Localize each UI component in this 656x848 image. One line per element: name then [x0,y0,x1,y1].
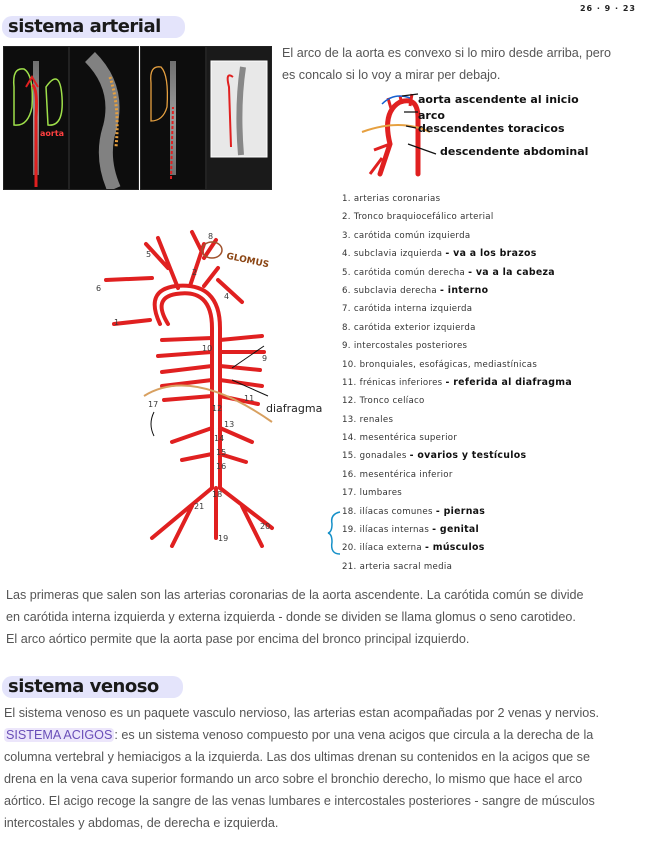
diagram-number: 4 [224,292,230,301]
arterial-intro: El arco de la aorta es convexo si lo miro desde arriba, pero es concalo si lo voy a mirar per debajo. [282,46,612,82]
diagram-number: 1 [114,318,120,327]
diagram-number: 15 [216,448,227,457]
list-item: 4. subclavia izquierda - va a los brazos [342,248,537,260]
diagram-number: 17 [148,400,159,409]
list-item: 14. mesentérica superior [342,433,458,444]
date-label: 26 · 9 · 23 [579,4,636,13]
list-item: 17. lumbares [342,488,403,499]
venoso-paragraph: El sistema venoso es un paquete vasculo nervioso, las arterias estan acompañadas por 2 venas y nervios. SISTEMA ACIGOS : es un sistema venoso compuesto por una vena acigos que circula a la derecha de la columna vertebral y hemiacigos a la izquierda. Las dos ultimas drenan su contenidos en la acigos que se drena en la vena cava superior formando un arco sobre el bronchio derecho, lo mismo que hace el arco aórtico. El acigo recoge la sangre de las venas lumbares e intercostales posteriores - sangre de músculos intercostales y abdomas, de derecha e izquierda. [4,706,600,830]
diagram-number: 6 [96,284,102,293]
arterial-closing: Las primeras que salen son las arterias coronarias de la aorta ascendente. La carótida común se divide en carótida interna izquierda y externa izquierda - donde se dividen se llama glomus o seno carotideo. El arco aórtico permite que la aorta pase por encima del bronco principal izquierdo. [6,588,584,646]
diagram-number: 21 [194,502,205,511]
bracket-icon [326,510,342,556]
diagram-number: 11 [244,394,255,403]
diagram-number: 5 [146,250,152,259]
list-item: 1. arterias coronarias [342,194,441,204]
arch-label-arco: arco [418,109,445,122]
glomus-label: GLOMUS [225,251,270,271]
diagram-number: 20 [260,522,271,531]
arch-label-ascendente: aorta ascendente al inicio [418,93,579,106]
diagram-number: 8 [208,232,214,241]
list-item: 9. intercostales posteriores [342,341,468,352]
diagram-number: 14 [214,434,225,443]
list-item: 12. Tronco celíaco [342,396,425,407]
section-title-venoso: sistema venoso [2,676,183,698]
list-item: 16. mesentérica inferior [342,469,453,480]
list-item: 7. carótida interna izquierda [342,304,473,315]
diagram-number: 18 [212,490,223,499]
acigos-highlight: SISTEMA ACIGOS [6,728,113,742]
list-item: 11. frénicas inferiores - referida al diafragma [342,376,572,388]
diagram-number: 10 [202,344,213,353]
list-item: 5. carótida común derecha - va a la cabeza [342,266,555,278]
list-item: 2. Tronco braquiocefálico arterial [342,212,494,223]
xray-image-4 [206,46,272,190]
artery-list [342,190,572,576]
section-title-arterial: sistema arterial [2,16,185,38]
diagram-number: 9 [262,354,268,363]
list-item: 8. carótida exterior izquierda [342,322,476,333]
arch-label-abdominal: descendente abdominal [440,145,589,158]
xray-image-3 [140,46,206,190]
diagram-number: 16 [216,462,227,471]
diagram-number: 2 [192,268,198,277]
diagram-number: 12 [212,404,223,413]
list-item: 13. renales [342,414,394,425]
list-item: 19. ilíacas internas - genital [342,524,480,536]
diagram-number: 13 [224,420,235,429]
list-item: 3. carótida común izquierda [342,230,471,241]
diafragma-label: diafragma [266,402,323,415]
list-item: 21. arteria sacral media [342,561,453,572]
list-item: 6. subclavia derecha - interno [342,284,489,296]
list-item: 15. gonadales - ovarios y testículos [342,450,527,462]
list-item: 10. bronquiales, esofágicas, mediastínicas [342,359,538,370]
list-item: 18. ilíacas comunes - piernas [342,505,486,517]
arch-label-descendentes: descendentes toracicos [418,122,565,135]
list-item: 20. ilíaca externa - músculos [342,542,485,554]
xray-image-2 [69,46,139,190]
diagram-number: 19 [218,534,229,543]
xray-image-1 [3,46,69,190]
xray-aorta-label: aorta [40,129,65,138]
